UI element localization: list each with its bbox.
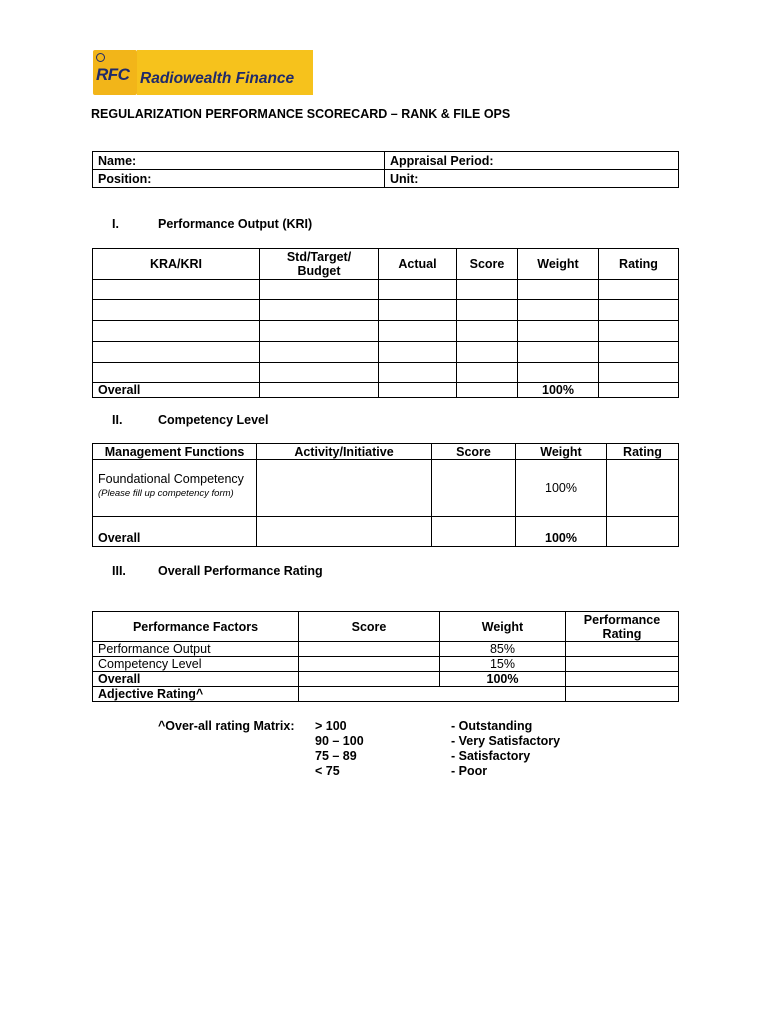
- table-cell[interactable]: [457, 383, 518, 398]
- rating-matrix-ranges: [315, 719, 364, 779]
- header-actual: Actual: [379, 249, 457, 280]
- logo-badge: [93, 50, 137, 95]
- table-cell[interactable]: [457, 321, 518, 342]
- header-score: Score: [457, 249, 518, 280]
- table-cell[interactable]: [93, 342, 260, 363]
- table-cell[interactable]: [599, 363, 679, 383]
- table-cell[interactable]: [457, 300, 518, 321]
- matrix-range: < 75: [315, 764, 340, 778]
- table-row: [93, 321, 679, 342]
- header-management-functions: Management Functions: [93, 444, 257, 460]
- document-title: REGULARIZATION PERFORMANCE SCORECARD – RANK & FILE OPS: [91, 107, 511, 121]
- table-cell[interactable]: [93, 280, 260, 300]
- table-cell[interactable]: [379, 280, 457, 300]
- table-cell[interactable]: [599, 342, 679, 363]
- matrix-range: 90 – 100: [315, 734, 364, 748]
- header-activity-initiative: Activity/Initiative: [257, 444, 432, 460]
- table-cell[interactable]: [93, 300, 260, 321]
- table-cell[interactable]: [518, 300, 599, 321]
- matrix-range: 75 – 89: [315, 749, 357, 763]
- section2-title: Competency Level: [158, 413, 269, 427]
- table-row: [93, 460, 679, 517]
- adjective-row: [93, 687, 679, 702]
- section3-number: III.: [112, 564, 126, 578]
- name-field[interactable]: Name:: [93, 152, 385, 170]
- overall-label: Overall: [93, 672, 299, 687]
- table-cell[interactable]: [379, 383, 457, 398]
- header-score: Score: [299, 612, 440, 642]
- table-cell[interactable]: [257, 460, 432, 517]
- table-cell[interactable]: [260, 363, 379, 383]
- rating-matrix-ratings: [451, 719, 560, 779]
- logo-name: Radiowealth Finance: [140, 70, 295, 87]
- table-cell[interactable]: [518, 363, 599, 383]
- foundational-competency-cell: [93, 460, 257, 517]
- section1-title: Performance Output (KRI): [158, 217, 313, 231]
- factor-weight: 85%: [440, 642, 566, 657]
- table-cell[interactable]: [607, 460, 679, 517]
- appraisal-period-field[interactable]: Appraisal Period:: [385, 152, 679, 170]
- table-cell[interactable]: [299, 642, 440, 657]
- company-logo: [93, 50, 313, 95]
- table-cell[interactable]: [260, 300, 379, 321]
- overall-weight: 100%: [440, 672, 566, 687]
- table-cell[interactable]: [599, 300, 679, 321]
- competency-table: [92, 443, 679, 547]
- table-cell[interactable]: [260, 280, 379, 300]
- overall-rating-table: [92, 611, 679, 702]
- logo-name-bar: [137, 50, 313, 95]
- competency-form-note: (Please fill up competency form): [98, 487, 234, 499]
- header-performance-rating: Performance Rating: [566, 612, 679, 642]
- header-rating: Rating: [607, 444, 679, 460]
- table-row: [93, 657, 679, 672]
- table-cell[interactable]: [432, 460, 516, 517]
- logo-badge-text: RFC: [96, 65, 130, 84]
- table-cell[interactable]: [260, 342, 379, 363]
- table-cell[interactable]: [566, 657, 679, 672]
- table-cell[interactable]: [566, 642, 679, 657]
- matrix-range: > 100: [315, 719, 347, 733]
- position-field[interactable]: Position:: [93, 170, 385, 188]
- table-cell[interactable]: [379, 300, 457, 321]
- table-cell[interactable]: [93, 363, 260, 383]
- table-cell[interactable]: [93, 321, 260, 342]
- table-cell[interactable]: [457, 363, 518, 383]
- table-cell[interactable]: [599, 321, 679, 342]
- matrix-rating: - Very Satisfactory: [451, 734, 561, 748]
- table-cell[interactable]: [607, 517, 679, 547]
- adjective-rating-label: Adjective Rating^: [93, 687, 299, 702]
- table-cell[interactable]: [379, 321, 457, 342]
- table-cell[interactable]: [440, 687, 566, 702]
- header-weight: Weight: [518, 249, 599, 280]
- table-cell[interactable]: [299, 672, 440, 687]
- table-cell[interactable]: [518, 342, 599, 363]
- overall-label: Overall: [93, 517, 257, 547]
- table-cell[interactable]: [379, 363, 457, 383]
- table-cell[interactable]: [518, 280, 599, 300]
- table-cell[interactable]: [599, 280, 679, 300]
- matrix-rating: - Outstanding: [451, 719, 533, 733]
- header-weight: Weight: [440, 612, 566, 642]
- table-cell[interactable]: [457, 342, 518, 363]
- employee-info-table: [92, 151, 679, 188]
- logo-seal-icon: [96, 53, 105, 62]
- overall-row: [93, 672, 679, 687]
- overall-weight: 100%: [518, 383, 599, 398]
- header-weight: Weight: [516, 444, 607, 460]
- table-cell[interactable]: [257, 517, 432, 547]
- matrix-rating: - Poor: [451, 764, 488, 778]
- overall-row: [93, 383, 679, 398]
- header-std-target-budget: Std/Target/ Budget: [260, 249, 379, 280]
- overall-row: [93, 517, 679, 547]
- table-cell[interactable]: [379, 342, 457, 363]
- table-row: [93, 642, 679, 657]
- table-cell[interactable]: [457, 280, 518, 300]
- table-cell[interactable]: [599, 383, 679, 398]
- header-rating: Rating: [599, 249, 679, 280]
- table-row: [93, 300, 679, 321]
- section2-number: II.: [112, 413, 123, 427]
- table-cell[interactable]: [566, 672, 679, 687]
- table-cell[interactable]: [432, 517, 516, 547]
- table-row: [93, 342, 679, 363]
- header-score: Score: [432, 444, 516, 460]
- header-performance-factors: Performance Factors: [93, 612, 299, 642]
- table-cell[interactable]: [260, 383, 379, 398]
- matrix-rating: - Satisfactory: [451, 749, 531, 763]
- factor-label: Performance Output: [93, 642, 299, 657]
- overall-label: Overall: [93, 383, 260, 398]
- table-row: [93, 280, 679, 300]
- table-cell[interactable]: [299, 687, 440, 702]
- factor-label: Competency Level: [93, 657, 299, 672]
- table-cell[interactable]: [299, 657, 440, 672]
- section3-title: Overall Performance Rating: [158, 564, 323, 578]
- table-cell[interactable]: [566, 687, 679, 702]
- competency-weight: 100%: [516, 460, 607, 517]
- unit-field[interactable]: Unit:: [385, 170, 679, 188]
- table-cell[interactable]: [260, 321, 379, 342]
- table-cell[interactable]: [518, 321, 599, 342]
- overall-weight: 100%: [516, 517, 607, 547]
- section1-number: I.: [112, 217, 119, 231]
- rating-matrix-label: ^Over-all rating Matrix:: [158, 719, 295, 733]
- performance-output-table: [92, 248, 679, 398]
- factor-weight: 15%: [440, 657, 566, 672]
- table-row: [93, 363, 679, 383]
- foundational-competency-label: Foundational Competency: [98, 471, 244, 486]
- header-kra-kri: KRA/KRI: [93, 249, 260, 280]
